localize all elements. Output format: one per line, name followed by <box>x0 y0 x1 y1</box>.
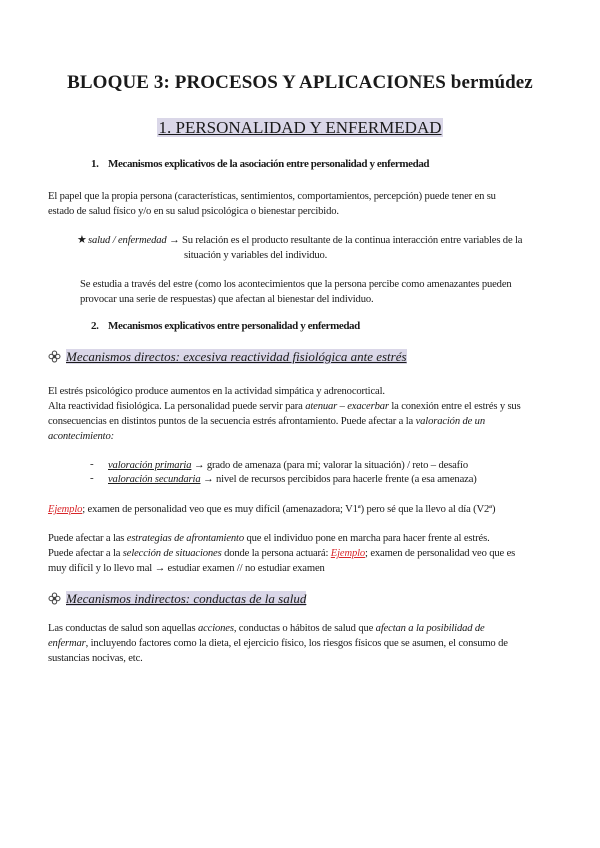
section-title <box>0 118 600 138</box>
paragraph-5-line-2b: , incluyendo factores como la dieta, el ejercicio físico, los riesgos físicos que se asumen, el consumo de <box>85 638 508 649</box>
paragraph-3-line-3a: consecuencias en distintos puntos de la secuencia estrés afrontamiento. Puede afectar a la <box>48 416 416 427</box>
paragraph-3-line-2b: atenuar – exacerbar <box>305 401 389 412</box>
star-item-line-2: situación y variables del individuo. <box>184 250 328 261</box>
paragraph-2-line-1: Se estudia a través del estre (como los acontecimientos que la persona percibe como amenazantes pueden <box>80 279 512 290</box>
paragraph-2-line-2: provocar una serie de respuestas) que afectan al bienestar del individuo. <box>80 294 374 305</box>
list-dash-2: - <box>90 472 94 484</box>
paragraph-5-line-1d: afectan a la posibilidad de <box>375 623 485 634</box>
flower-icon <box>48 591 61 607</box>
star-item-line-1: Su relación es el producto resultante de la continua interacción entre variables de la <box>181 235 523 246</box>
list-dash-1: - <box>90 458 94 470</box>
paragraph-2 <box>80 277 512 307</box>
paragraph-4-line-3: muy difícil y lo llevo mal → estudiar examen // no estudiar examen <box>48 563 325 574</box>
paragraph-1-line-2: estado de salud físico y/o en su salud psicológica o bienestar percibido. <box>48 206 339 217</box>
paragraph-3-line-3b: valoración de un <box>415 416 485 427</box>
arrow-icon: → <box>202 474 214 485</box>
subheading-1-number: 1. <box>91 158 99 170</box>
paragraph-5-line-2a: enfermar <box>48 638 86 649</box>
star-icon: ★ <box>77 234 87 246</box>
arrow-icon: → <box>193 460 205 471</box>
paragraph-1 <box>48 189 496 219</box>
arrow-icon: → <box>169 235 180 246</box>
subheading-1-text: Mecanismos explicativos de la asociación entre personalidad y enfermedad <box>108 158 430 170</box>
heading-direct-mechanisms-text: Mecanismos directos: excesiva reactividad fisiológica ante estrés <box>66 349 407 364</box>
heading-indirect-mechanisms <box>48 591 306 607</box>
paragraph-4-line-2c: donde la persona actuará: <box>221 548 331 559</box>
heading-indirect-mechanisms-text: Mecanismos indirectos: conductas de la salud <box>66 591 307 606</box>
paragraph-4-line-2a: Puede afectar a la <box>48 548 123 559</box>
paragraph-4-line-2e: ; examen de personalidad veo que es <box>365 548 516 559</box>
paragraph-3-line-1: El estrés psicológico produce aumentos en la actividad simpática y adrenocortical. <box>48 386 385 397</box>
paragraph-4-line-1b: estrategias de afrontamiento <box>126 533 244 544</box>
list-item-1-text: grado de amenaza (para mí; valorar la situación) / reto – desafío <box>206 460 468 471</box>
list-item-2 <box>108 472 477 487</box>
example-1-text: ; examen de personalidad veo que es muy difícil (amenazadora; V1ª) pero sé que la llevo al día (V2ª) <box>82 504 496 515</box>
page-title: BLOQUE 3: PROCESOS Y APLICACIONES bermúdez <box>67 72 533 93</box>
paragraph-5-line-1b: acciones <box>197 623 234 634</box>
example-1 <box>48 502 495 517</box>
list-item-2-text: nivel de recursos percibidos para hacerle frente (a esa amenaza) <box>215 474 477 485</box>
list-item-2-term: valoración secundaria <box>108 474 201 485</box>
paragraph-3-line-4: acontecimiento: <box>48 431 114 442</box>
subheading-2-text: Mecanismos explicativos entre personalidad y enfermedad <box>108 320 360 332</box>
paragraph-4 <box>48 531 515 576</box>
subheading-2-number: 2. <box>91 320 99 332</box>
star-item <box>88 233 522 248</box>
example-1-label: Ejemplo <box>48 504 83 515</box>
star-item-lead: salud / enfermedad <box>88 235 167 246</box>
heading-direct-mechanisms <box>48 349 407 365</box>
section-title-text: 1. PERSONALIDAD Y ENFERMEDAD <box>158 118 442 137</box>
paragraph-5-line-1a: Las conductas de salud son aquellas <box>48 623 198 634</box>
paragraph-3-line-2c: la conexión entre el estrés y sus <box>388 401 521 412</box>
subheading-1 <box>91 158 429 170</box>
paragraph-4-line-1c: que el individuo pone en marcha para hacer frente al estrés. <box>244 533 490 544</box>
subheading-2 <box>91 320 360 332</box>
paragraph-5-line-1c: , conductas o hábitos de salud que <box>233 623 376 634</box>
paragraph-5-line-3: sustancias nocivas, etc. <box>48 653 143 664</box>
paragraph-5 <box>48 621 508 666</box>
paragraph-4-line-2b: selección de situaciones <box>122 548 222 559</box>
paragraph-1-line-1: El papel que la propia persona (características, sentimientos, comportamientos, percepción) puede tener en su <box>48 191 496 202</box>
list-item-1-term: valoración primaria <box>108 460 192 471</box>
list-item-1 <box>108 458 468 473</box>
paragraph-3-line-2a: Alta reactividad fisiológica. La personalidad puede servir para <box>48 401 306 412</box>
example-2-label: Ejemplo <box>330 548 366 559</box>
flower-icon <box>48 349 61 365</box>
paragraph-3 <box>48 384 521 444</box>
paragraph-4-line-1a: Puede afectar a las <box>48 533 127 544</box>
